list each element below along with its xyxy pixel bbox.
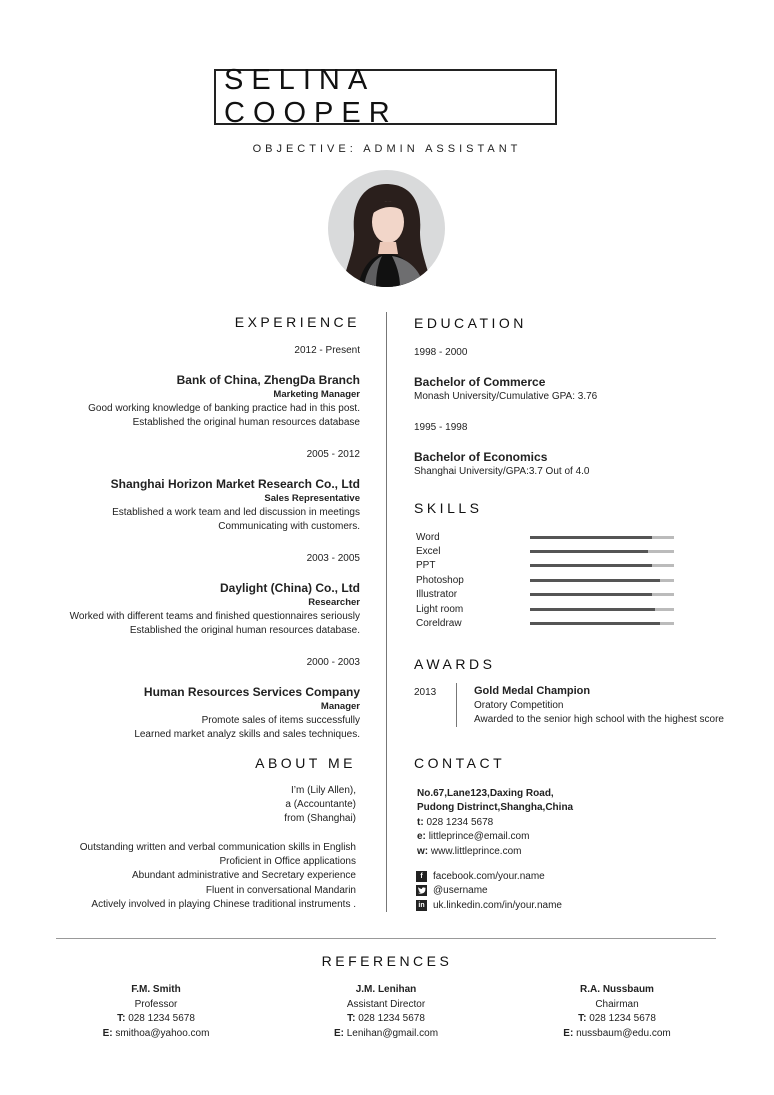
experience-role: Researcher	[308, 597, 360, 608]
about-point: Fluent in conversational Mandarin	[205, 885, 356, 896]
email-value[interactable]: smithoa@yahoo.com	[115, 1027, 210, 1039]
contact-title: CONTACT	[414, 755, 506, 771]
candidate-name: SELINA COOPER	[224, 64, 398, 129]
reference-phone	[56, 1012, 256, 1027]
award-desc: Awarded to the senior high school with the highest score	[474, 714, 724, 725]
skill-name: Word	[416, 531, 440, 543]
linkedin-icon: in	[416, 900, 427, 911]
experience-line: Learned market analyz skills and sales techniques.	[134, 729, 360, 740]
about-intro-line: from (Shanghai)	[284, 813, 356, 824]
reference-title: Chairman	[595, 998, 639, 1010]
email-label: E:	[333, 1027, 344, 1039]
email-label: e:	[417, 831, 426, 842]
phone-label: T:	[347, 1013, 356, 1024]
experience-line: Promote sales of items successfully	[201, 715, 360, 726]
name-box	[214, 64, 557, 129]
email-label: E:	[102, 1027, 113, 1039]
education-school: Monash University/Cumulative GPA: 3.76	[414, 391, 598, 402]
award-event: Oratory Competition	[474, 700, 564, 711]
skill-name: Light room	[416, 603, 464, 615]
award-year: 2013	[414, 687, 437, 698]
skill-name: Photoshop	[416, 574, 464, 586]
awards-title: AWARDS	[414, 656, 496, 672]
skill-bar	[530, 536, 674, 539]
skill-row	[416, 530, 716, 544]
reference-card	[517, 983, 717, 1041]
experience-role: Manager	[320, 701, 360, 712]
experience-line: Established the original human resources database	[132, 417, 360, 428]
education-title: EDUCATION	[414, 315, 527, 331]
reference-email	[517, 1027, 717, 1042]
contact-phone	[417, 816, 493, 830]
about-point: Proficient in Office applications	[219, 856, 356, 867]
email-label: E:	[563, 1027, 574, 1039]
about-point: Abundant administrative and Secretary experience	[131, 870, 356, 881]
phone-value: 028 1234 5678	[426, 817, 494, 828]
social-text[interactable]: facebook.com/your.name	[433, 870, 545, 882]
about-point: Actively involved in playing Chinese traditional instruments .	[91, 899, 356, 910]
skill-row	[416, 616, 716, 630]
phone-label: T:	[578, 1013, 587, 1024]
experience-period: 2003 - 2005	[306, 553, 360, 564]
social-twitter[interactable]	[414, 884, 562, 899]
experience-period: 2005 - 2012	[306, 449, 360, 460]
experience-period: 2000 - 2003	[306, 657, 360, 668]
experience-company: Bank of China, ZhengDa Branch	[176, 373, 360, 387]
skill-bar	[530, 593, 674, 596]
reference-phone	[517, 1012, 717, 1027]
award-name: Gold Medal Champion	[474, 685, 591, 697]
skill-bar	[530, 608, 674, 611]
skill-row	[416, 544, 716, 558]
award-divider	[456, 683, 457, 727]
reference-card	[56, 983, 256, 1041]
phone-label: t:	[417, 817, 424, 828]
section-divider	[56, 938, 716, 939]
skill-row	[416, 573, 716, 587]
reference-title: Professor	[134, 998, 178, 1010]
reference-card	[286, 983, 486, 1041]
about-title: ABOUT ME	[255, 755, 356, 771]
email-value[interactable]: littleprince@email.com	[428, 831, 530, 842]
reference-name: F.M. Smith	[131, 984, 181, 995]
profile-photo	[328, 170, 445, 287]
experience-company: Human Resources Services Company	[143, 685, 360, 699]
experience-period: 2012 - Present	[294, 345, 360, 356]
skill-row	[416, 602, 716, 616]
email-value[interactable]: Lenihan@gmail.com	[346, 1027, 439, 1039]
web-label: w:	[417, 846, 429, 857]
phone-value: 028 1234 5678	[358, 1013, 425, 1024]
skill-bar	[530, 622, 674, 625]
phone-label: T:	[117, 1013, 126, 1024]
skill-bar-fill	[530, 593, 652, 596]
experience-line: Established the original human resources database.	[129, 625, 360, 636]
reference-name: J.M. Lenihan	[355, 984, 417, 995]
skill-name: PPT	[416, 560, 436, 572]
experience-line: Communicating with customers.	[218, 521, 360, 532]
experience-role: Marketing Manager	[273, 389, 360, 400]
reference-title: Assistant Director	[346, 998, 426, 1010]
contact-address: Pudong Distrinct,Shangha,China	[417, 802, 574, 813]
education-degree: Bachelor of Commerce	[414, 375, 546, 389]
education-degree: Bachelor of Economics	[414, 450, 548, 464]
social-facebook[interactable]	[414, 869, 562, 884]
skill-bar-fill	[530, 536, 652, 539]
reference-email	[56, 1027, 256, 1042]
about-point: Outstanding written and verbal communication skills in English	[79, 842, 356, 853]
skill-name: Illustrator	[416, 589, 458, 601]
reference-phone	[286, 1012, 486, 1027]
column-divider	[386, 312, 387, 912]
skill-row	[416, 559, 716, 573]
skill-name: Excel	[416, 546, 441, 558]
experience-company: Shanghai Horizon Market Research Co., Ltd	[110, 477, 360, 491]
phone-value: 028 1234 5678	[589, 1013, 656, 1024]
reference-email	[286, 1027, 486, 1042]
skill-bar	[530, 579, 674, 582]
web-value[interactable]: www.littleprince.com	[430, 846, 522, 857]
social-links	[414, 869, 562, 913]
skill-bar-fill	[530, 579, 660, 582]
twitter-icon	[416, 885, 427, 896]
education-period: 1998 - 2000	[414, 347, 468, 358]
experience-company: Daylight (China) Co., Ltd	[220, 581, 360, 595]
references-title: REFERENCES	[321, 953, 453, 969]
social-text[interactable]: @username	[433, 885, 488, 897]
experience-title: EXPERIENCE	[234, 314, 360, 330]
social-linkedin[interactable]	[414, 898, 562, 913]
contact-address: No.67,Lane123,Daxing Road,	[417, 788, 554, 799]
education-school: Shanghai University/GPA:3.7 Out of 4.0	[414, 466, 590, 477]
social-text[interactable]: uk.linkedin.com/in/your.name	[433, 899, 562, 911]
skill-bar	[530, 550, 674, 553]
contact-email	[417, 830, 529, 844]
skill-row	[416, 588, 716, 602]
skill-bar	[530, 564, 674, 567]
skills-title: SKILLS	[414, 500, 483, 516]
experience-line: Worked with different teams and finished questionnaires seriously	[69, 611, 360, 622]
skill-bar-fill	[530, 564, 652, 567]
skill-name: Coreldraw	[416, 618, 462, 630]
skills-list	[416, 530, 716, 631]
facebook-icon: f	[416, 871, 427, 882]
reference-name: R.A. Nussbaum	[580, 984, 654, 995]
contact-web	[417, 845, 521, 859]
about-intro-line: I’m (Lily Allen),	[290, 785, 356, 796]
experience-line: Good working knowledge of banking practice had in this post.	[88, 403, 360, 414]
skill-bar-fill	[530, 608, 655, 611]
about-intro-line: a (Accountante)	[285, 799, 356, 810]
skill-bar-fill	[530, 622, 660, 625]
email-value[interactable]: nussbaum@edu.com	[576, 1027, 671, 1039]
phone-value: 028 1234 5678	[128, 1013, 195, 1024]
objective-line: OBJECTIVE: ADMIN ASSISTANT	[252, 143, 522, 155]
experience-role: Sales Representative	[264, 493, 360, 504]
education-period: 1995 - 1998	[414, 422, 468, 433]
skill-bar-fill	[530, 550, 648, 553]
experience-line: Established a work team and led discussion in meetings	[112, 507, 360, 518]
